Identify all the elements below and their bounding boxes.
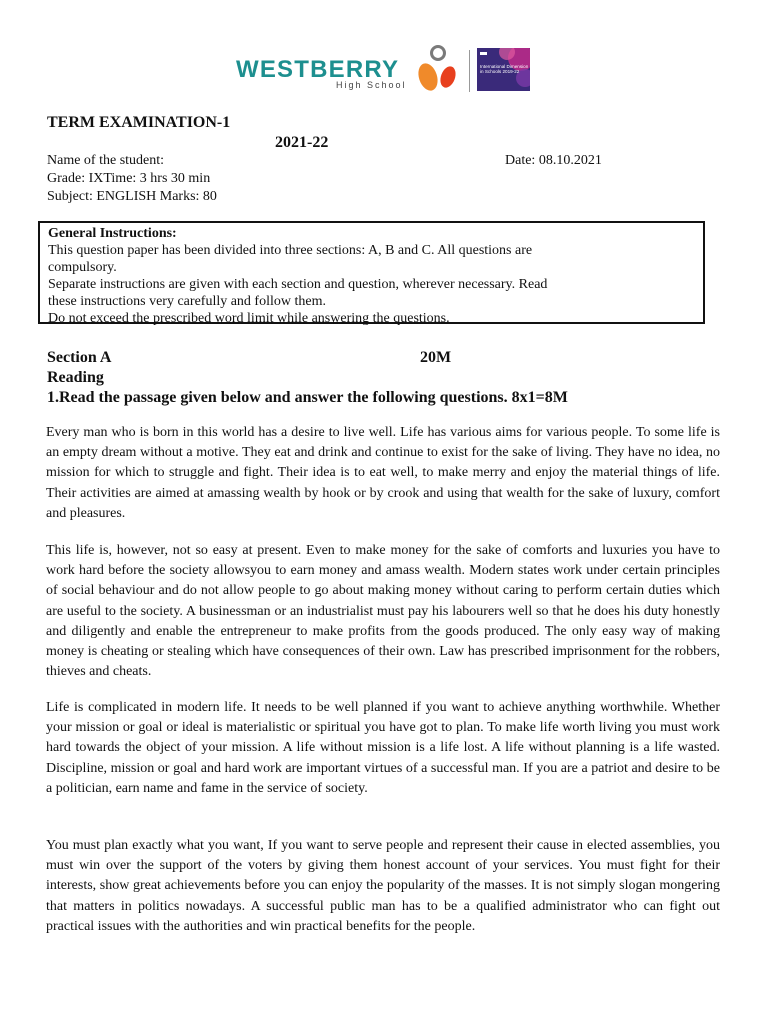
school-logo <box>236 44 536 96</box>
exam-year: 2021-22 <box>275 134 329 151</box>
logo-subtitle: High School <box>336 80 407 90</box>
international-school-badge <box>477 48 530 91</box>
general-instructions-box <box>38 221 705 324</box>
section-subtitle: Reading <box>47 369 104 386</box>
section-marks: 20M <box>420 349 452 366</box>
section-name: Section A <box>47 349 112 366</box>
badge-caption: International Dimension in Schools 2019-22 <box>480 64 529 75</box>
logo-emblem-icon <box>414 44 468 96</box>
instruction-line: This question paper has been divided into three sections: A, B and C. All questions are <box>48 243 533 258</box>
logo-wordmark: WESTBERRY <box>236 56 400 83</box>
passage-paragraph: You must plan exactly what you want, If you want to serve people and represent their cause in elected assemblies, you must win over the support of the voters by giving them honest account of your services. You must fight for their interests, show great achievements before you can enjoy the popularity of the masses. It is not simply slogan mongering that matters in politics nowadays. A successful public man has to be a qualified administrator who can fight out practical issues with the authorities and win practical benefits for the people. <box>46 838 720 934</box>
instruction-line: these instructions very carefully and follow them. <box>48 294 326 309</box>
question-heading: 1.Read the passage given below and answer the following questions. 8x1=8M <box>47 389 568 406</box>
passage-paragraph: Every man who is born in this world has a desire to live well. Life has various aims for various people. To some life is an empty dream without a motive. They eat and drink and continue to exist for the sake of living. They have no idea, no mission for which to struggle and fight. Their idea is to eat well, to make merry and enjoy the material things of life. Their activities are aimed at amassing wealth by hook or by crook and using that wealth for the sake of luxury, comfort and pleasures. <box>46 425 720 521</box>
exam-date: Date: 08.10.2021 <box>505 153 602 168</box>
exam-title: TERM EXAMINATION-1 <box>47 114 231 131</box>
instructions-title: General Instructions: <box>48 226 177 241</box>
instruction-line: Do not exceed the prescribed word limit while answering the questions. <box>48 311 450 326</box>
instruction-line: compulsory. <box>48 260 117 275</box>
passage-paragraph: This life is, however, not so easy at present. Even to make money for the sake of comforts and luxuries you have to work hard before the society allowsyou to earn money and amass wealth. Modern states work under certain principles of social behaviour and do not allow people to go about making money without caring to perform certain duties which are useful to the society. A businessman or an industrialist must pay his labourers well so that he does his duty honestly and diligently and enable the entrepreneur to make profits from the goods produced. The only easy way of making money is cheating or stealing which have consequences of their own. Law has prescribed imprisonment for the robbers, thieves and cheats. <box>46 543 720 680</box>
grade-time: Grade: IXTime: 3 hrs 30 min <box>47 171 211 186</box>
student-name-label: Name of the student: <box>47 153 165 168</box>
logo-divider <box>469 50 470 92</box>
subject-marks: Subject: ENGLISH Marks: 80 <box>47 189 217 204</box>
instruction-line: Separate instructions are given with each section and question, wherever necessary. Read <box>48 277 548 292</box>
passage-paragraph: Life is complicated in modern life. It needs to be well planned if you want to achieve anything worthwhile. Whether your mission or goal or ideal is materialistic or spiritual you have got to plan. To make life worth living you must work hard towards the object of your mission. A life without mission is a life lost. A life without planning is a life wasted. Discipline, mission or goal and hard work are important virtues of a successful man. If you are a patriot and desire to be a politician, earn name and fame in the service of society. <box>46 700 720 796</box>
